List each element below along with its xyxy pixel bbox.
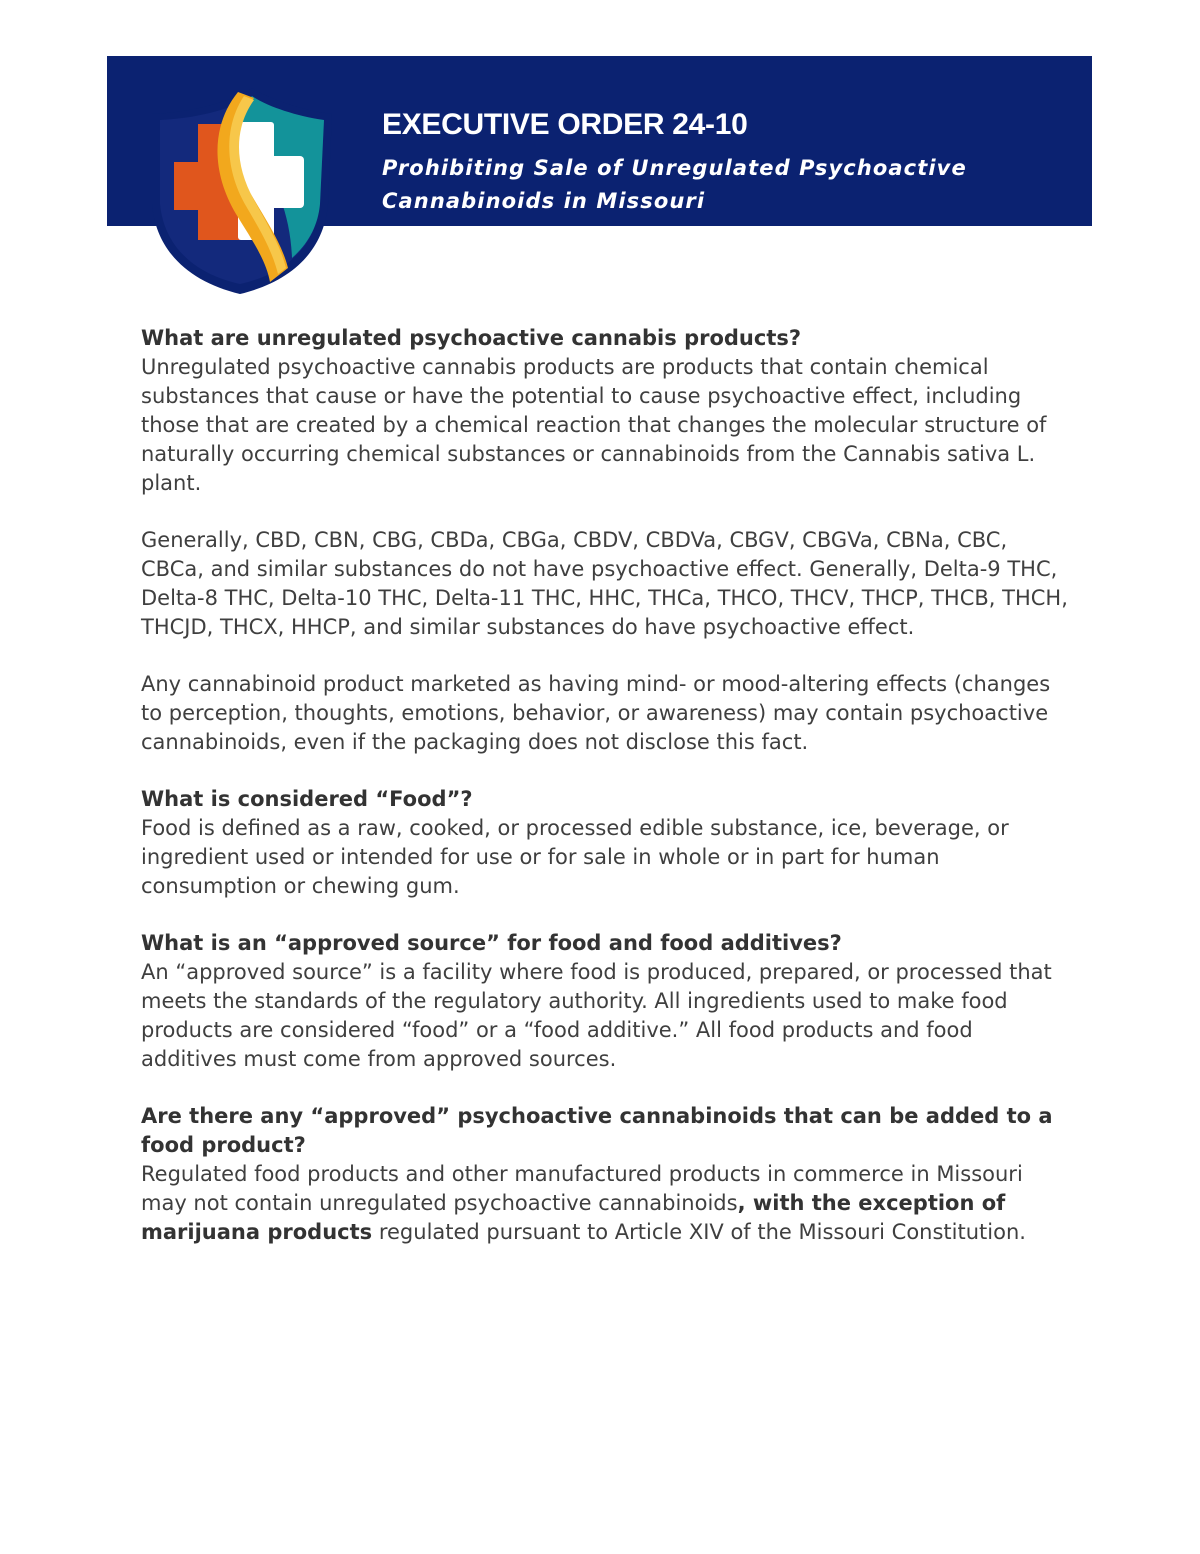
faq-content <box>141 324 1071 1247</box>
answer-emphasis: , with the exception of marijuana products <box>141 1191 1006 1244</box>
section-paragraph: An “approved source” is a facility where food is produced, prepared, or processed that meets the standards of the regulatory authority. All ingredients used to make food products are considered “food” or a “food additive.” All food products and food additives must come from approved sources. <box>141 960 1052 1071</box>
section-heading: What are unregulated psychoactive cannabis products? <box>141 326 802 350</box>
shield-cross-icon <box>140 84 340 296</box>
section-heading: What is considered “Food”? <box>141 787 473 811</box>
subtitle-line-2: Cannabinoids in Missouri <box>382 189 706 213</box>
document-title: EXECUTIVE ORDER 24-10 <box>382 108 748 141</box>
section-heading: Are there any “approved” psychoactive cannabinoids that can be added to a food product? <box>141 1104 1053 1157</box>
answer-text: regulated pursuant to Article XIV of the Missouri Constitution. <box>372 1220 1026 1244</box>
document-subtitle <box>382 152 1062 218</box>
section-paragraph: Generally, CBD, CBN, CBG, CBDa, CBGa, CBDV, CBDVa, CBGV, CBGVa, CBNa, CBC, CBCa, and similar substances do not have psychoactive effect. Generally, Delta-9 THC, Delta-8 THC, Delta-10 THC, Delta-11 THC, HHC, THCa, THCO, THCV, THCP, THCB, THCH, THCJD, THCX, HHCP, and similar substances do have psychoactive effect. <box>141 528 1068 639</box>
section-paragraph: Food is defined as a raw, cooked, or processed edible substance, ice, beverage, or ingredient used or intended for use or for sale in whole or in part for human consumption or chewing gum. <box>141 816 1009 898</box>
section-heading: What is an “approved source” for food and food additives? <box>141 931 842 955</box>
answer-text: Regulated food products and other manufactured products in commerce in Missouri may not contain unregulated psychoactive cannabinoids <box>141 1162 1023 1215</box>
section-paragraph: Unregulated psychoactive cannabis products are products that contain chemical substances that cause or have the potential to cause psychoactive effect, including those that are created by a chemical reaction that changes the molecular structure of naturally occurring chemical substances or cannabinoids from the Cannabis sativa L. plant. <box>141 355 1047 495</box>
section-paragraph: Any cannabinoid product marketed as having mind- or mood-altering effects (changes to perception, thoughts, emotions, behavior, or awareness) may contain psychoactive cannabinoids, even if the packaging does not disclose this fact. <box>141 672 1051 754</box>
subtitle-line-1: Prohibiting Sale of Unregulated Psychoactive <box>382 156 967 180</box>
section-paragraph <box>141 1160 1071 1247</box>
